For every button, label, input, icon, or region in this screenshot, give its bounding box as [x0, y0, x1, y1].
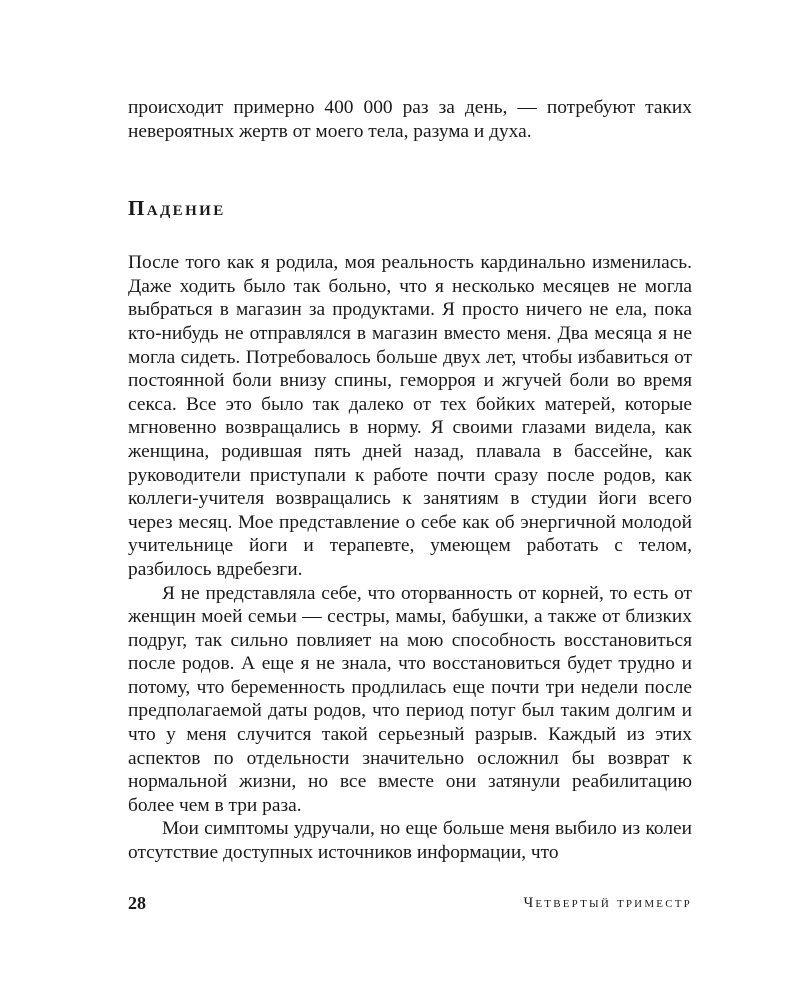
- page-footer: [128, 893, 692, 917]
- body-paragraph-2: Я не представляла себе, что оторванность от корней, то есть от женщин моей семьи — сестры, мамы, бабушки, а также от близких подруг, так сильно повлияет на мою способность восстановиться после родов. А еще я не знала, что восстановиться будет трудно и потому, что беременность продлилась еще почти три недели после предполагаемой даты родов, что период потуг был таким долгим и что у меня случится такой серьезный разрыв. Каждый из этих аспектов по отдельности значительно осложнил бы возврат к нормальной жизни, но все вместе они затянули реабилитацию более чем в три раза.: [128, 582, 692, 816]
- body-paragraph-1: После того как я родила, моя реальность кардинально изменилась. Даже ходить было так больно, что я несколько месяцев не могла выбраться в магазин за продуктами. Я просто ничего не ела, пока кто-нибудь не отправлялся в магазин вместо меня. Два месяца я не могла сидеть. Потребовалось больше двух лет, чтобы избавиться от постоянной боли внизу спины, геморроя и жгучей боли во время секса. Все это было так далеко от тех бойких матерей, которые мгновенно возвращались в норму. Я своими глазами видела, как женщина, родившая пять дней назад, плавала в бассейне, как руководители приступали к работе почти сразу после родов, как коллеги-учителя возвращались к занятиям в студии йоги всего через месяц. Мое представление о себе как об энергичной молодой учительнице йоги и терапевте, умеющем работать с телом, разбилось вдребезги.: [128, 252, 692, 580]
- body-paragraph-3: Мои симптомы удручали, но еще больше меня выбило из колеи отсутствие доступных источников информации, что: [128, 818, 692, 864]
- running-title: Четвертый триместр: [523, 895, 692, 911]
- intro-paragraph: происходит примерно 400 000 раз за день, — потребуют таких невероятных жертв от моего тела, разума и духа.: [128, 97, 692, 142]
- page-number: 28: [128, 893, 146, 913]
- section-heading: Падение: [128, 196, 226, 221]
- page-body: [128, 96, 692, 865]
